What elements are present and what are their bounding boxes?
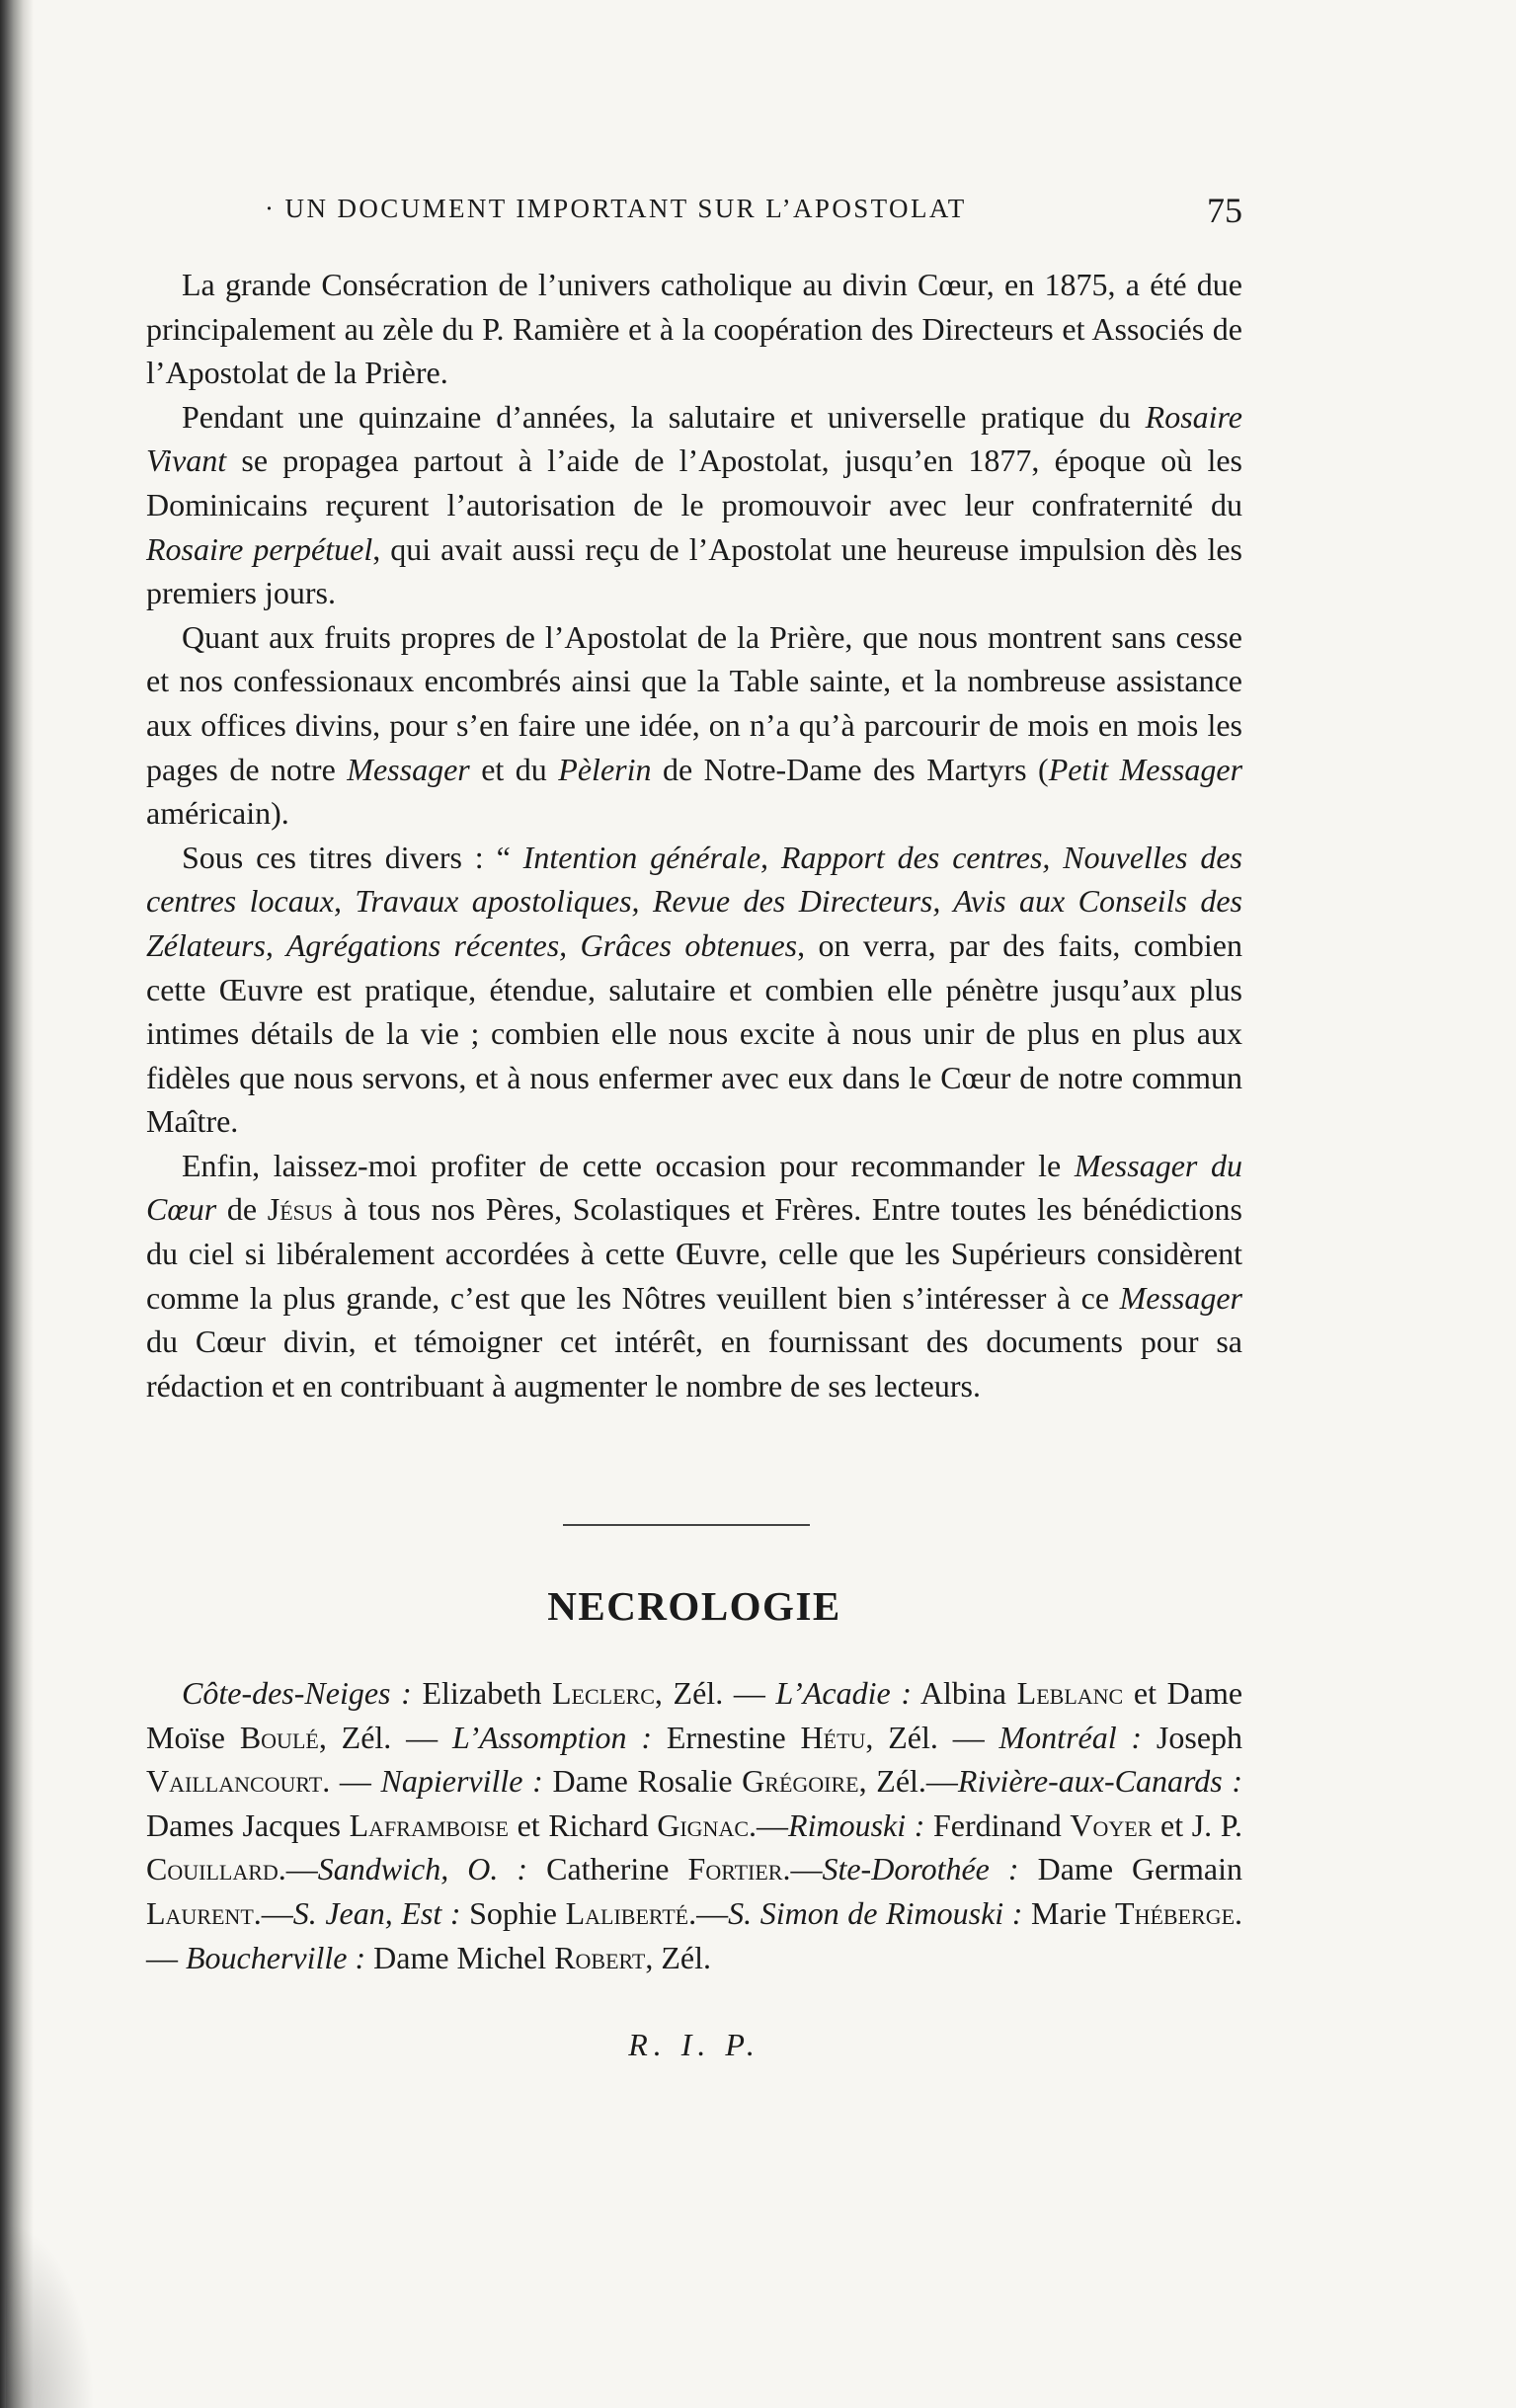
italic-text: S. Simon de Rimouski : xyxy=(728,1894,1023,1931)
italic-text: Pèlerin xyxy=(558,751,652,787)
text-run: , on verra, par des faits, combien cette Œuvre est pratique, étendue, salutaire et combien elle pénètre jusqu’aux plus intimes détails de la vie ; combien elle nous excite à nous unir de plus en plus aux fidèles que nous servons, et à nous enfermer avec eux dans le Cœur de notre commun Maître. xyxy=(146,926,1243,1140)
text-run: .— xyxy=(749,1806,789,1843)
text-run: La grande Consécration de l’univers catholique au divin Cœur, en 1875, a été due principalement au zèle du P. Ramière et à la coopération des Directeurs et Associés de l’Apostolat de la Prière. xyxy=(146,267,1242,391)
page-stain xyxy=(6,2222,95,2408)
text-run: américain). xyxy=(146,795,289,832)
italic-text: Messager xyxy=(1119,1279,1242,1316)
body-paragraph xyxy=(146,263,1242,395)
text-run: et Dame Moïse xyxy=(146,1675,1243,1755)
italic-text: L’Assomption : xyxy=(451,1719,653,1755)
text-run: Sous ces titres divers : “ xyxy=(182,839,523,875)
italic-text: Messager du Cœur xyxy=(146,1147,1243,1228)
text-run: Sophie xyxy=(460,1894,566,1931)
small-caps-name: Grégoire xyxy=(742,1763,859,1800)
italic-text: L’Acadie : xyxy=(775,1675,912,1711)
text-run: , Zél. xyxy=(645,1939,711,1975)
book-page xyxy=(146,0,1242,2408)
text-run: Joseph xyxy=(1142,1719,1243,1755)
text-run: , Zél. — xyxy=(865,1719,999,1755)
text-run: Pendant une quinzaine d’années, la salutaire et universelle pratique du xyxy=(182,398,1146,435)
italic-text: Petit Messager xyxy=(1048,751,1243,787)
small-caps-name: Couillard xyxy=(146,1851,279,1887)
page-number: 75 xyxy=(1207,191,1242,230)
text-run: . — xyxy=(146,1894,1243,1975)
small-caps-name: Robert xyxy=(554,1939,646,1975)
text-run: Enfin, laissez-moi profiter de cette occasion pour recommander le xyxy=(182,1147,1075,1183)
running-head xyxy=(265,191,1242,243)
italic-text: Rivière-aux-Canards : xyxy=(957,1763,1242,1800)
article-body xyxy=(146,263,1242,1407)
text-run: .— xyxy=(688,1894,729,1931)
necrology-list xyxy=(146,1671,1242,1979)
text-run: Quant aux fruits propres de l’Apostolat de la Prière, que nous montrent sans cesse et nos confessionaux encombrés ainsi que la Table sainte, et la nombreuse assistance aux offices divins, pour s’en faire une idée, on n’a qu’à parcourir de mois en mois les pages de notre xyxy=(146,618,1242,787)
body-paragraph xyxy=(146,1144,1242,1408)
italic-text: Côte-des-Neiges : xyxy=(182,1675,412,1711)
italic-text: S. Jean, Est : xyxy=(292,1894,461,1931)
text-run: Albina xyxy=(911,1675,1017,1711)
text-run: et du xyxy=(469,751,559,787)
text-run: Ferdinand xyxy=(924,1806,1071,1843)
text-run: . — xyxy=(322,1763,381,1800)
text-run: .— xyxy=(253,1894,293,1931)
italic-text: Sandwich, O. : xyxy=(317,1851,528,1887)
small-caps-name: Boulé xyxy=(239,1719,319,1755)
italic-text: Boucherville : xyxy=(186,1939,366,1975)
text-run: .— xyxy=(278,1851,318,1887)
text-run: et Richard xyxy=(508,1806,658,1843)
small-caps-name: Laliberté xyxy=(565,1894,689,1931)
italic-text: Rosaire Vivant xyxy=(146,398,1242,479)
body-paragraph xyxy=(146,615,1242,836)
text-run: Dame Michel xyxy=(365,1939,555,1975)
small-caps-name: Vaillancourt xyxy=(146,1763,323,1800)
rip-closing: R. I. P. xyxy=(628,2027,760,2062)
text-run: Dame Germain xyxy=(1018,1851,1243,1887)
text-run: de xyxy=(216,1191,268,1228)
section-separator xyxy=(563,1524,810,1526)
small-caps-name: Fortier xyxy=(687,1851,783,1887)
body-paragraph xyxy=(146,395,1242,615)
text-run: , qui avait aussi reçu de l’Apostolat une heureuse impulsion dès les premiers jours. xyxy=(146,530,1243,611)
italic-text: Ste-Dorothée : xyxy=(822,1851,1019,1887)
small-caps-name: Leclerc xyxy=(552,1675,655,1711)
small-caps-name: Leblanc xyxy=(1016,1675,1124,1711)
text-run: de Notre-Dame des Martyrs ( xyxy=(651,751,1049,787)
text-run: , Zél. — xyxy=(654,1675,776,1711)
necrology-title: NECROLOGIE xyxy=(547,1583,841,1629)
text-run: Dames Jacques xyxy=(146,1806,350,1843)
text-run: , Zél.— xyxy=(858,1763,958,1800)
italic-text: Intention générale, Rapport des centres, Nouvelles des centres locaux, Travaux apostoliques, Revue des Directeurs, Avis aux Conseils des Zélateurs, Agrégations récentes, Grâces obtenues xyxy=(146,839,1243,963)
small-caps-name: Gignac xyxy=(657,1806,750,1843)
book-spine-shadow xyxy=(0,0,34,2408)
text-run: Elizabeth xyxy=(411,1675,552,1711)
text-run: .— xyxy=(782,1851,823,1887)
small-caps-name: Laurent xyxy=(146,1894,254,1931)
small-caps-name: Jésus xyxy=(267,1191,333,1228)
italic-text: Napierville : xyxy=(380,1763,543,1800)
necrology-paragraph xyxy=(146,1671,1242,1979)
running-title: · UN DOCUMENT IMPORTANT SUR L’APOSTOLAT xyxy=(265,194,967,223)
small-caps-name: Laframboise xyxy=(349,1806,509,1843)
text-run: à tous nos Pères, Scolastiques et Frères. Entre toutes les bénédictions du ciel si libéralement accordées à cette Œuvre, celle que les Supérieurs considèrent comme la plus grande, c’est que les Nôtres veuillent bien s’intéresser à ce xyxy=(146,1191,1243,1316)
small-caps-name: Voyer xyxy=(1070,1806,1153,1843)
text-run: Catherine xyxy=(527,1851,688,1887)
italic-text: Rimouski : xyxy=(788,1806,925,1843)
italic-text: Rosaire perpétuel xyxy=(146,530,373,567)
text-run: , Zél. — xyxy=(318,1719,452,1755)
text-run: Marie xyxy=(1022,1894,1116,1931)
small-caps-name: Hétu xyxy=(800,1719,866,1755)
text-run: Ernestine xyxy=(652,1719,801,1755)
text-run: du Cœur divin, et témoigner cet intérêt, en fournissant des documents pour sa rédaction et en contribuant à augmenter le nombre de ses lecteurs. xyxy=(146,1324,1242,1404)
italic-text: Montréal : xyxy=(998,1719,1143,1755)
text-run: et J. P. xyxy=(1152,1806,1243,1843)
small-caps-name: Théberge xyxy=(1115,1894,1236,1931)
italic-text: Messager xyxy=(347,751,470,787)
text-run: Dame Rosalie xyxy=(542,1763,743,1800)
body-paragraph xyxy=(146,836,1242,1144)
text-run: se propagea partout à l’aide de l’Apostolat, jusqu’en 1877, époque où les Dominicains reçurent l’autorisation de le promouvoir avec leur confraternité du xyxy=(146,442,1242,522)
